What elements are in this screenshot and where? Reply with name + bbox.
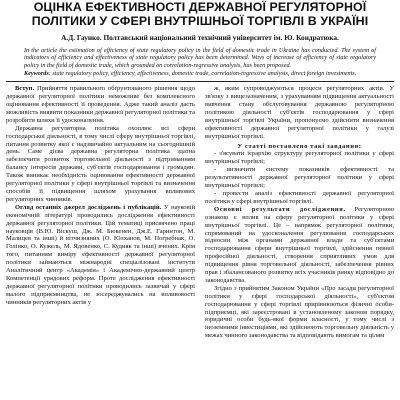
authors: А.Д. Гаунко. Полтавський національний технічний університет ім. Ю. Кондратюка. bbox=[61, 33, 339, 42]
title-line-2: ПОЛІТИКИ У СФЕРІ ВНУТРІШНЬОЇ ТОРГІВЛІ В УКРАЇНІ bbox=[31, 14, 369, 28]
right-paragraph-1: ж, яким супроводжуються процеси регуляторних актів. У зв'язку з вищезазначеним, з урахуванням підвищення актуальності вивчення стану обслуговування державною регуляторною політикою діяльності суб'єктів господарювання у сфері внутрішньої торгівлі України, пропонуємо здійснити визначення ефективності державної регуляторної політики у галузі внутрішньої торгівлі. bbox=[205, 85, 394, 140]
intro-text: Прийняття правильного обґрунтованого рішення щодо державної регуляторної політики неможливе без комплексного оцінювання ефективності її проведення. Адже такий аналіз дасть можливість виявити показники державної регуляторної політики та розробити шляхи її удосконалення. bbox=[6, 85, 195, 124]
paper-page bbox=[6, 0, 394, 400]
body-columns bbox=[6, 85, 394, 340]
main-results-heading: Основні результати дослідження. bbox=[214, 205, 346, 213]
paragraph-2: Державна регуляторна політика охоплює всі сфери господарської діяльності, в тому числі сферу внутрішньої торгівлі, питання розвитку якої є надзвичайно актуальним на сьогоднішній день. Саме дієва державна регуляторна політика здатна забезпечити розвиток торговельної діяльності з підтриманням балансу інтересів держави, суб'єктів господарювання і громадян. Також виникає необхідність оцінювання ефективності державної регуляторної політики у сфері внутрішньої торгівлі та визначення способів її підвищення шляхом урахування впливових регуляторних чинників. bbox=[6, 124, 195, 203]
abstract: In the article the estimation of efficiency of state regulatory policy in the field of domestic trade in Ukraine has conducted. The system of indicators of efficiency and effectiveness of state regulatory policy has been determined. Ways of increase of efficiency of state regulatory policy in the field of domestic trade, which grounded on correlation-regressive analysis, has been proposed. bbox=[24, 47, 376, 69]
divider bbox=[6, 81, 394, 82]
left-column bbox=[6, 85, 195, 340]
review-text: У науковій економічній літературі проводились дослідження ефективності державної регуляторної політики. Цій тематиці присвячено праці науковців (В.Ю. Віскуш, Дж. М. Бюкенен, Дж.Е. Гаринтон, М. Малицев та інші) й вітчизняних (О. Юлханов, М. Погребнак, О. Голінко, О. Кужель, М. Ядовенко, С. Кудияк та інші) вчених. Крім того, питанням виміру ефективності державної регуляторної політики займаються міжнародні спеціалізовані інститути Аналітичний центр «Академія» і Академічно-державний центр Компетенції урядових реформ. Проте дослідження ефективності державної регуляторної політики проводились зазвичай у сфері малого підприємництва, не зосереджувались на впливовості чинників регуляторних актів у bbox=[6, 203, 195, 306]
intro-heading: Вступ. bbox=[15, 85, 35, 93]
right-column bbox=[205, 85, 394, 340]
keywords-text: : state regulatory policy, efficiency, effectiveness, domestic trade, correlation-regressive analysis, direct foreign investments. bbox=[48, 69, 357, 77]
task-2: - визначити систему показників ефективності та результативності державної регуляторної політики у сфері внутрішньої торгівлі; bbox=[205, 166, 394, 190]
right-paragraph-4: Згідно з прийнятим Законом України «Про засади регуляторної політики у сфері господарської діяльності», суб'єктом господарювання у сфері торгівлі прирівнюються фізичні особи-підприємці, які зареєстровані в установленому законом порядку, юридичні особи будь-якої форми власності, у тому числі з іноземними інвестиціями, які здійснюють торговельну діяльність у межах чинного законодавства та відповідають вимогам та цілям bbox=[205, 284, 394, 340]
tasks-heading: У статті поставлено такі завдання: bbox=[237, 142, 362, 150]
review-heading: Огляд останніх джерел досліджень і публікацій. bbox=[15, 203, 162, 211]
task-1: - з'ясувати ієрархію структуру регуляторної політики у сфері внутрішньої торгівлі; bbox=[205, 150, 394, 166]
review-paragraph bbox=[6, 204, 195, 307]
task-3: - провести аналіз ефективності державної регуляторної політики у сфері внутрішньої торгівлі. bbox=[205, 189, 394, 205]
intro-paragraph bbox=[6, 85, 195, 125]
main-results-text: Регуляторною ознакою є вплив на сферу регуляторної політики у сфері внутрішньої торгівлі. Це – напрямок регуляторної політики, спрямований на удосконалення регулювання господарських відносин між органами державної влади та суб'єктами господарювання сфери внутрішньої торгівлі, здійснення певної професійної діяльності, створення сприятливих умов для підвищення рівня торговельної діяльності, забезпечення рівних прав і збалансованого розвитку всіх учасників ринку відповідно до законодавства. bbox=[205, 205, 394, 284]
main-results-paragraph bbox=[205, 206, 394, 285]
title-line-1: ОЦІНКА ЕФЕКТИВНОСТІ ДЕРЖАВНОЇ РЕГУЛЯТОРНОЇ bbox=[33, 0, 367, 14]
keywords bbox=[24, 70, 376, 77]
keywords-label: Keywords bbox=[24, 69, 49, 77]
paper-title bbox=[6, 0, 394, 28]
